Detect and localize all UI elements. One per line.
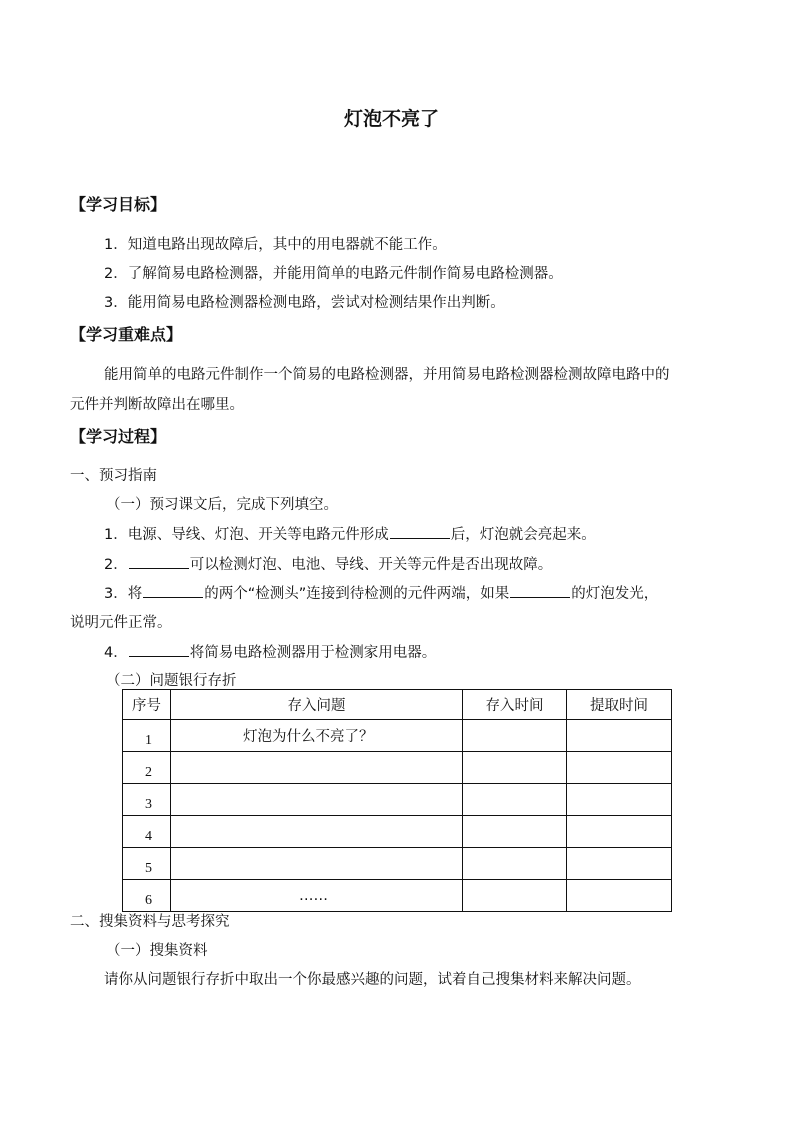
fill-question-3-text-a: 3．将	[104, 586, 143, 602]
fill-question-3-continued: 说明元件正常。	[70, 615, 172, 631]
row-number: 4	[123, 816, 171, 848]
column-header-question: 存入问题	[171, 690, 463, 720]
fill-question-2-text-b: 可以检测灯泡、电池、导线、开关等元件是否出现故障。	[189, 557, 553, 573]
part-1-subtitle-1: （一）预习课文后，完成下列填空。	[106, 497, 338, 513]
part-2-subtitle-1: （一）搜集资料	[106, 943, 208, 959]
part-2-title: 二、搜集资料与思考探究	[70, 914, 230, 930]
question-bank-table	[122, 689, 672, 912]
fill-question-4	[104, 641, 436, 662]
column-header-withdraw-time: 提取时间	[567, 690, 672, 720]
fill-blank-4[interactable]	[129, 642, 189, 657]
row-deposit-time[interactable]	[463, 880, 567, 912]
row-question[interactable]: 灯泡为什么不亮了？	[171, 720, 463, 752]
row-deposit-time[interactable]	[463, 720, 567, 752]
row-deposit-time[interactable]	[463, 816, 567, 848]
table-row	[123, 720, 672, 752]
goal-item-3: 3．能用简易电路检测器检测电路，尝试对检测结果作出判断。	[104, 295, 505, 311]
row-number: 3	[123, 784, 171, 816]
row-deposit-time[interactable]	[463, 848, 567, 880]
row-deposit-time[interactable]	[463, 784, 567, 816]
row-number: 5	[123, 848, 171, 880]
row-number: 1	[123, 720, 171, 752]
key-points-line-1: 能用简单的电路元件制作一个简易的电路检测器，并用简易电路检测器检测故障电路中的	[104, 367, 670, 383]
row-question[interactable]	[171, 784, 463, 816]
part-1-subtitle-2: （二）问题银行存折	[106, 673, 237, 689]
part-2-text: 请你从问题银行存折中取出一个你最感兴趣的问题，试着自己搜集材料来解决问题。	[104, 972, 641, 988]
row-withdraw-time[interactable]	[567, 752, 672, 784]
row-question[interactable]: ……	[171, 880, 463, 912]
fill-question-1-text-a: 1．电源、导线、灯泡、开关等电路元件形成	[104, 527, 389, 543]
fill-question-4-text-b: 将简易电路检测器用于检测家用电器。	[189, 645, 437, 661]
row-withdraw-time[interactable]	[567, 880, 672, 912]
row-question[interactable]	[171, 816, 463, 848]
row-withdraw-time[interactable]	[567, 816, 672, 848]
row-withdraw-time[interactable]	[567, 848, 672, 880]
fill-blank-3a[interactable]	[143, 583, 203, 598]
fill-question-3-text-b: 的两个“检测头”连接到待检测的元件两端，如果	[204, 586, 510, 602]
column-header-deposit-time: 存入时间	[463, 690, 567, 720]
row-withdraw-time[interactable]	[567, 784, 672, 816]
fill-blank-1[interactable]	[390, 524, 450, 539]
goal-item-2: 2．了解简易电路检测器，并能用简单的电路元件制作简易电路检测器。	[104, 266, 563, 282]
fill-question-3-text-c: 的灯泡发光，	[571, 586, 659, 602]
section-heading-process: 【学习过程】	[70, 427, 167, 446]
fill-question-4-text-a: 4．	[104, 645, 128, 661]
fill-question-2	[104, 553, 552, 574]
column-header-number: 序号	[123, 690, 171, 720]
row-number: 6	[123, 880, 171, 912]
row-number: 2	[123, 752, 171, 784]
table-header-row	[123, 690, 672, 720]
fill-question-1	[104, 523, 596, 544]
table-row	[123, 752, 672, 784]
fill-blank-3b[interactable]	[510, 583, 570, 598]
row-withdraw-time[interactable]	[567, 720, 672, 752]
fill-blank-2[interactable]	[129, 554, 189, 569]
row-question[interactable]	[171, 752, 463, 784]
row-deposit-time[interactable]	[463, 752, 567, 784]
table-row	[123, 848, 672, 880]
goal-item-1: 1．知道电路出现故障后，其中的用电器就不能工作。	[104, 237, 447, 253]
row-question[interactable]	[171, 848, 463, 880]
table-row	[123, 816, 672, 848]
page-title: 灯泡不亮了	[344, 108, 440, 130]
fill-question-3	[104, 582, 658, 603]
fill-question-1-text-b: 后，灯泡就会亮起来。	[450, 527, 596, 543]
fill-question-2-text-a: 2．	[104, 557, 128, 573]
section-heading-key-points: 【学习重难点】	[70, 325, 183, 344]
table-row	[123, 784, 672, 816]
key-points-line-2: 元件并判断故障出在哪里。	[70, 397, 244, 413]
part-1-title: 一、预习指南	[70, 468, 157, 484]
section-heading-goals: 【学习目标】	[70, 195, 167, 214]
table-row	[123, 880, 672, 912]
